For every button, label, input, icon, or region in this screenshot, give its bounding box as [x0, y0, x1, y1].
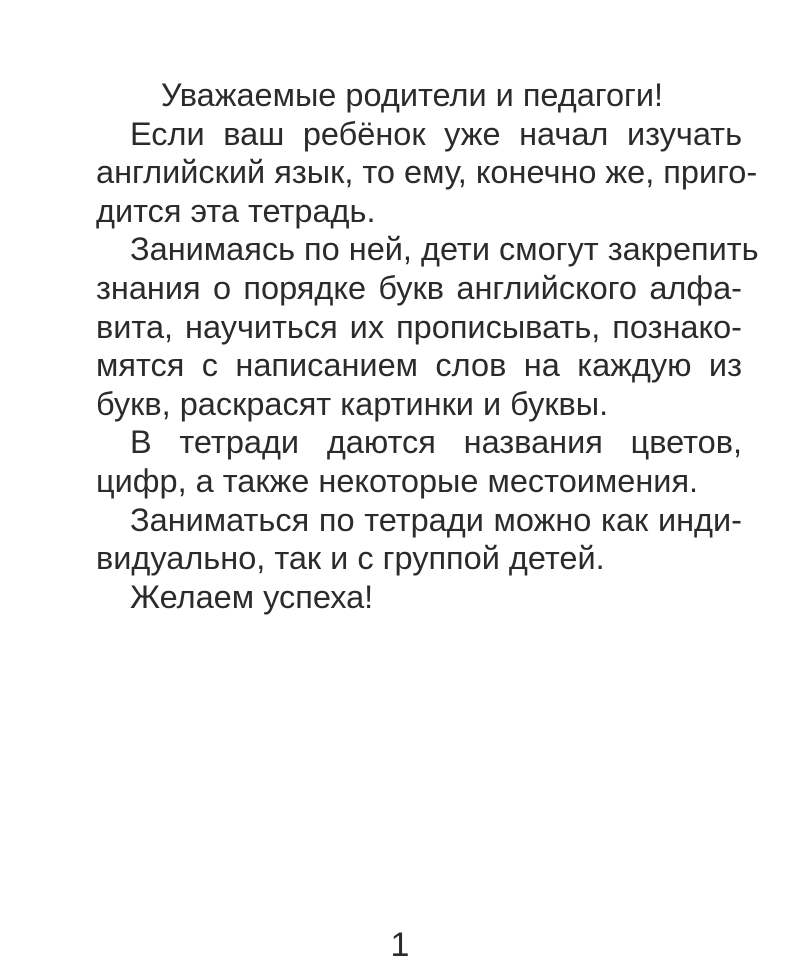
text-line: знания о порядке букв английского алфа- [96, 269, 742, 306]
paragraph-intro [62, 115, 758, 231]
salutation: Уважаемые родители и педагоги! [160, 77, 664, 113]
preface-text [62, 76, 759, 616]
page-number: 1 [390, 926, 410, 964]
text-line: цифр, а также некоторые местоимения. [96, 462, 699, 499]
paragraph-contents [62, 423, 742, 500]
text-line: мятся с написанием слов на каждую из [96, 347, 742, 384]
paragraph-benefits [62, 230, 759, 423]
text-line: видуально, так и с группой детей. [96, 540, 605, 577]
text-line: В тетради даются названия цветов, [130, 424, 742, 461]
text-line: вита, научиться их прописывать, познако- [96, 308, 742, 345]
text-line: английский язык, то ему, конечно же, приго- [96, 154, 758, 191]
text-line: Заниматься по тетради можно как инди- [130, 501, 742, 538]
text-line: Занимаясь по ней, дети смогут закрепить [130, 231, 759, 268]
text-line: дится эта тетрадь. [96, 192, 376, 229]
text-line: букв, раскрасят картинки и буквы. [96, 385, 609, 422]
text-line: Желаем успеха! [130, 578, 374, 615]
paragraph-usage [62, 501, 742, 578]
text-line: Если ваш ребёнок уже начал изучать [130, 115, 742, 152]
paragraph-closing [62, 578, 742, 617]
